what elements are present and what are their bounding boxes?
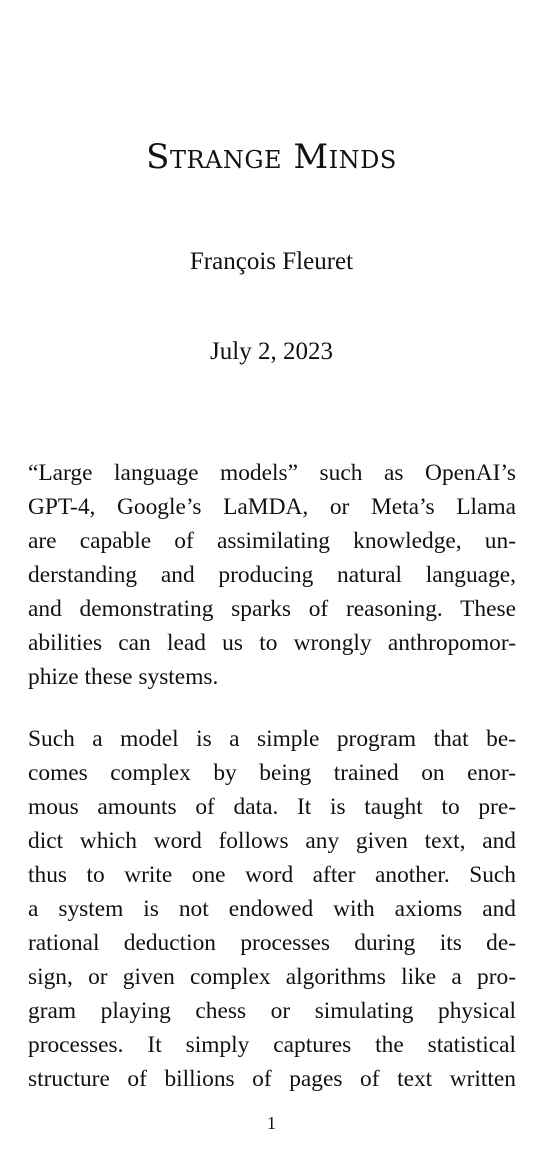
text-line: gram playing chess or simulating physical — [28, 998, 516, 1024]
text-line: phize these systems. — [28, 664, 219, 690]
text-line: a system is not endowed with axioms and — [28, 896, 516, 922]
text-line: comes complex by being trained on enor- — [28, 760, 516, 786]
text-line: sign, or given complex algorithms like a pro- — [28, 964, 516, 990]
text-line: and demonstrating sparks of reasoning. These — [28, 596, 516, 622]
text-line: derstanding and producing natural language, — [28, 562, 516, 588]
paragraph-1 — [28, 456, 516, 694]
text-line: are capable of assimilating knowledge, un- — [28, 528, 516, 554]
text-line: Such a model is a simple program that be- — [28, 726, 516, 752]
text-line: rational deduction processes during its de- — [28, 930, 516, 956]
document-body — [28, 456, 516, 1124]
document-author: François Fleuret — [189, 248, 354, 275]
text-line: processes. It simply captures the statistical — [28, 1032, 516, 1058]
document-date: July 2, 2023 — [210, 338, 333, 365]
document-title: Strange Minds — [146, 137, 397, 177]
text-line: dict which word follows any given text, and — [28, 828, 516, 854]
text-line: abilities can lead us to wrongly anthropomor- — [28, 630, 516, 656]
text-line: mous amounts of data. It is taught to pre- — [28, 794, 516, 820]
text-line: structure of billions of pages of text written — [28, 1066, 516, 1092]
page-number: 1 — [267, 1113, 276, 1133]
text-line: “Large language models” such as OpenAI’s — [28, 460, 516, 486]
text-line: thus to write one word after another. Such — [28, 862, 516, 888]
paragraph-2 — [28, 722, 516, 1096]
text-line: GPT-4, Google’s LaMDA, or Meta’s Llama — [28, 494, 516, 520]
